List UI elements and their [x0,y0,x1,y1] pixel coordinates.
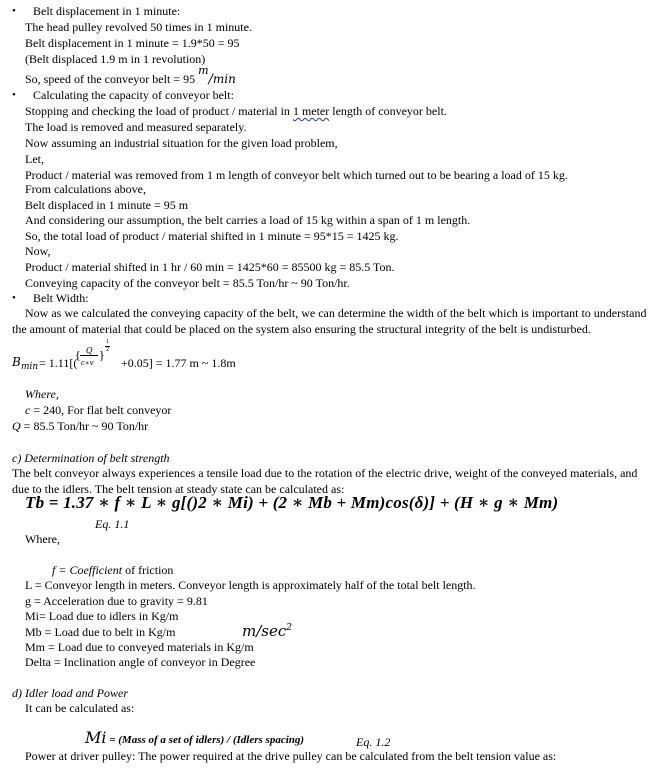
text-fragment: = 85.5 Ton/hr ~ 90 Ton/hr [20,419,149,433]
belt-speed-text: So, speed of the conveyor belt = 95 [25,72,199,86]
exponent-numerator: 1 [106,339,109,345]
text-fragment: Stopping and checking the load of product / material in [25,104,293,118]
text-line: due to the idlers. The belt tension at steady state can be calculated as: [12,482,345,496]
unit-denominator: min [212,72,236,86]
unit-slash: / [208,72,213,87]
bullet: • [12,5,16,17]
text-line: g = Acceleration due to gravity = 9.81 [25,594,208,608]
f-symbol: f [52,563,56,577]
equation-label: Eq. 1.1 [95,517,130,531]
section-heading-belt-strength: c) Determination of belt strength [12,451,170,465]
formula-B: B [12,355,21,369]
fraction-numerator: Q [86,346,93,355]
text-line: The belt conveyor always experiences a tensile load due to the rotation of the electric drive, weight of the conveyed materials, and [12,466,638,480]
idler-load-equation [85,728,305,747]
text-line: L = Conveyor length in meters. Conveyor length is approximately half of the total belt length. [25,578,476,592]
section-heading-belt-displacement: Belt displacement in 1 minute: [33,4,181,18]
text-fragment: = Coefficient [55,563,123,577]
unit-numerator: m [198,64,209,77]
variable-q: Q [12,419,21,433]
text-line [25,403,171,417]
belt-tension-equation: Tb = 1.37 ∗ f ∗ L ∗ g[()2 ∗ Mi) + (2 ∗ Mb + Mm)cos(δ)] + (H ∗ g ∗ Mm) [25,493,559,512]
right-brace: } [99,348,105,362]
unit-exponent: 2 [286,623,292,633]
text-line: Mb = Load due to belt in Kg/m [25,625,176,639]
unit-acceleration [242,621,292,638]
text-line: It can be calculated as: [25,701,135,715]
text-fragment: of friction [122,563,174,577]
equation-label: Eq. 1.2 [356,735,391,749]
bullet: • [12,89,16,101]
section-heading-idler-load: d) Idler load and Power [12,686,128,700]
section-heading-capacity: Calculating the capacity of conveyor belt: [33,88,234,102]
where-label: Where, [25,387,59,401]
text-line: The head pulley revolved 50 times in 1 minute. [25,20,252,34]
text-fragment: = (Mass of a set of idlers) / (Idlers spacing) [106,734,305,746]
text-line: Let, [25,152,44,166]
text-line: Now, [25,244,51,258]
text-line: So, the total load of product / material shifted in 1 minute = 95*15 = 1425 kg. [25,229,399,243]
text-line [12,419,148,433]
text-line: Mm = Load due to conveyed materials in Kg/m [25,640,254,654]
exponent-denominator: 2 [106,347,109,353]
text-fragment: length of conveyor belt. [329,104,447,118]
text-line: Belt displaced in 1 minute = 95 m [25,198,189,212]
text-line: Delta = Inclination angle of conveyor in Degree [25,655,256,669]
formula-subscript: min [21,362,39,372]
text-line: Now as we calculated the conveying capacity of the belt, we can determine the width of the belt which is important to understand [25,306,647,320]
text-line: Conveying capacity of the conveyor belt = 85.5 Ton/hr ~ 90 Ton/hr. [25,276,350,290]
bullet: • [12,292,16,304]
section-heading-belt-width: Belt Width: [33,291,89,305]
mi-symbol: Mi [85,728,107,747]
fraction-denominator: c∗v [81,359,94,367]
text-line: Now assuming an industrial situation for the given load problem, [25,136,338,150]
where-label: Where, [25,532,60,546]
variable-c: c [25,403,31,417]
formula-prefix: = 1.11[( [39,356,78,370]
text-line: Belt displacement in 1 minute = 1.9*50 = 95 [25,36,240,50]
text-line: And considering our assumption, the belt carries a load of 15 kg within a span of 1 m length. [25,213,471,227]
unit-text: m/sec [242,622,287,640]
text-line: From calculations above, [25,182,146,196]
coefficient-friction-line [52,563,173,577]
text-line: Product / material shifted in 1 hr / 60 min = 1425*60 = 85500 kg = 85.5 Ton. [25,260,395,274]
text-line: Product / material was removed from 1 m length of conveyor belt which turned out to be bearing a load of 15 kg. [25,168,568,182]
belt-speed-line [25,64,236,87]
spellcheck-word: 1 meter [292,104,330,118]
text-line: the amount of material that could be placed on the system also ensuring the structural integrity of the belt is undisturbed. [12,322,591,336]
text-line [25,104,447,118]
formula-tail: +0.05] = 1.77 m ~ 1.8m [121,356,236,370]
text-line: Power at driver pulley: The power required at the drive pulley can be calculated from the belt tension value as: [25,749,557,763]
text-line: The load is removed and measured separately. [25,120,247,134]
text-fragment: = 240, For flat belt conveyor [30,403,172,417]
text-line: Mi= Load due to idlers in Kg/m [25,609,179,623]
left-brace: { [75,348,81,362]
text-line: (Belt displaced 1.9 m in 1 revolution) [25,52,206,66]
